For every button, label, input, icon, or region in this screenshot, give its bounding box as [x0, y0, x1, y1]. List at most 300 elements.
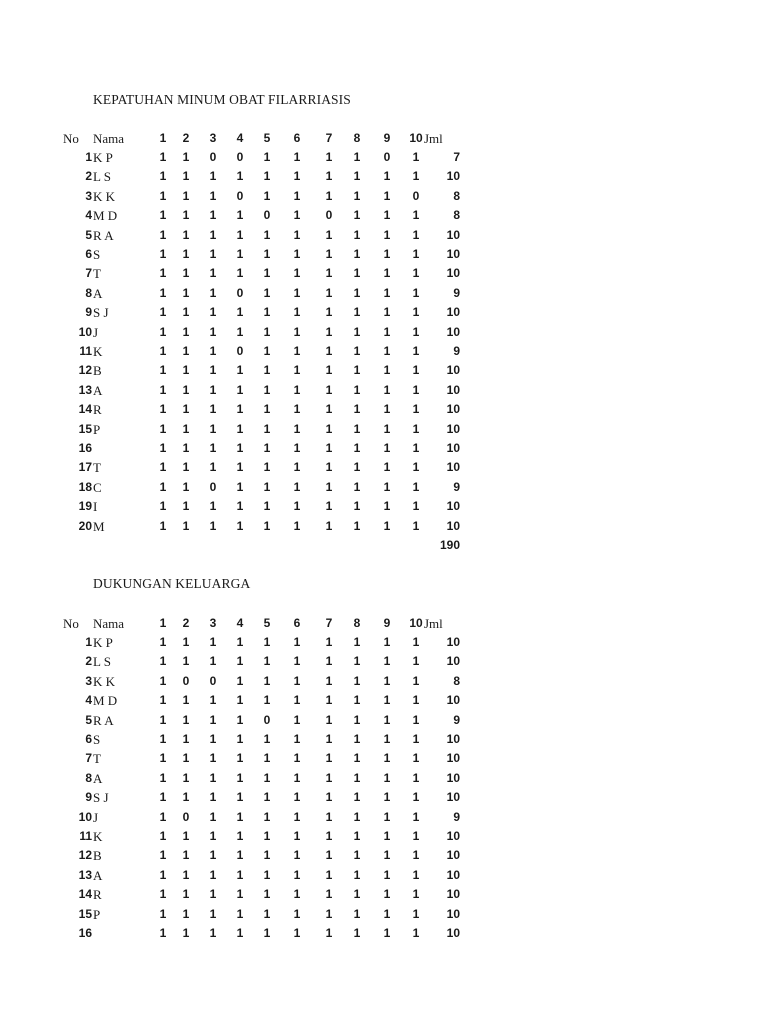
row-jml: 8	[453, 188, 460, 203]
row-value: 1	[236, 402, 244, 417]
row-value: 1	[412, 906, 420, 921]
row-value: 1	[412, 441, 420, 455]
row-value: 1	[383, 887, 391, 902]
row-value: 1	[293, 732, 301, 746]
row-value: 1	[182, 790, 190, 805]
row-jml: 10	[446, 247, 460, 261]
row-value: 1	[263, 150, 271, 164]
row-value: 1	[293, 382, 301, 397]
row-value: 1	[263, 344, 271, 358]
table-row	[0, 633, 768, 652]
row-value: 1	[182, 150, 190, 164]
row-value: 1	[325, 344, 333, 358]
row-value: 1	[353, 829, 361, 843]
row-value: 1	[325, 867, 333, 882]
row-value: 1	[353, 150, 361, 164]
row-value: 1	[182, 247, 190, 261]
row-jml: 10	[446, 790, 460, 805]
row-value: 1	[159, 867, 167, 882]
row-value: 1	[236, 926, 244, 940]
table-row	[0, 226, 768, 245]
row-value: 1	[412, 790, 420, 805]
row-value: 1	[236, 363, 244, 378]
row-value: 1	[383, 809, 391, 824]
row-value: 1	[353, 926, 361, 940]
row-value: 1	[412, 266, 420, 281]
row-number: 8	[85, 770, 92, 785]
row-value: 1	[353, 887, 361, 902]
row-value: 1	[353, 324, 361, 339]
table-row	[0, 264, 768, 283]
row-value: 1	[412, 285, 420, 300]
row-value: 1	[209, 693, 217, 708]
row-jml: 10	[446, 906, 460, 921]
table-row	[0, 885, 768, 904]
row-value: 1	[159, 809, 167, 824]
row-value: 1	[236, 635, 244, 649]
row-jml: 10	[446, 867, 460, 882]
row-value: 1	[293, 402, 301, 417]
row-value: 1	[263, 499, 271, 514]
row-number: 19	[78, 499, 92, 514]
row-value: 1	[325, 227, 333, 242]
header-col: 4	[236, 616, 244, 630]
row-value: 1	[353, 499, 361, 514]
row-value: 1	[383, 285, 391, 300]
row-jml: 10	[446, 887, 460, 902]
table-row	[0, 187, 768, 206]
row-value: 1	[159, 518, 167, 533]
row-value: 1	[159, 227, 167, 242]
row-value: 1	[325, 887, 333, 902]
row-jml: 9	[453, 809, 460, 824]
row-value: 0	[263, 712, 271, 727]
row-number: 14	[78, 402, 92, 417]
row-value: 1	[159, 887, 167, 902]
row-value: 1	[236, 693, 244, 708]
row-jml: 10	[446, 926, 460, 940]
row-value: 1	[209, 441, 217, 455]
header-col: 8	[353, 131, 361, 145]
row-value: 1	[293, 227, 301, 242]
row-value: 1	[293, 285, 301, 300]
row-value: 1	[236, 770, 244, 785]
row-jml: 8	[453, 208, 460, 223]
table-row	[0, 866, 768, 885]
row-value: 1	[353, 208, 361, 223]
row-value: 1	[236, 809, 244, 824]
row-value: 1	[182, 751, 190, 766]
row-value: 1	[383, 906, 391, 921]
row-value: 1	[236, 712, 244, 727]
row-value: 1	[182, 829, 190, 843]
row-value: 1	[383, 344, 391, 358]
row-value: 1	[325, 693, 333, 708]
row-number: 7	[85, 266, 92, 281]
row-value: 1	[159, 344, 167, 358]
row-value: 1	[293, 518, 301, 533]
row-value: 1	[383, 712, 391, 727]
table-row	[0, 148, 768, 167]
header-col: 9	[383, 131, 391, 145]
table-row	[0, 808, 768, 827]
row-value: 1	[293, 887, 301, 902]
row-jml: 10	[446, 460, 460, 475]
row-value: 1	[325, 421, 333, 436]
row-value: 1	[209, 421, 217, 436]
row-value: 1	[159, 751, 167, 766]
row-value: 1	[383, 829, 391, 843]
row-value: 1	[353, 285, 361, 300]
row-value: 1	[383, 421, 391, 436]
row-value: 1	[412, 732, 420, 746]
row-value: 1	[182, 654, 190, 669]
row-number: 6	[85, 732, 92, 746]
row-value: 1	[353, 266, 361, 281]
row-jml: 10	[446, 518, 460, 533]
row-value: 1	[159, 305, 167, 320]
row-value: 1	[412, 305, 420, 320]
row-value: 1	[159, 266, 167, 281]
row-value: 1	[325, 363, 333, 378]
row-name: T	[93, 751, 101, 767]
row-name: R A	[93, 227, 114, 243]
table-row	[0, 167, 768, 186]
row-value: 1	[353, 169, 361, 184]
row-value: 1	[325, 150, 333, 164]
row-value: 1	[209, 305, 217, 320]
row-value: 1	[236, 479, 244, 494]
row-value: 1	[182, 188, 190, 203]
row-value: 1	[209, 518, 217, 533]
row-value: 1	[383, 188, 391, 203]
row-value: 1	[412, 169, 420, 184]
row-value: 1	[236, 305, 244, 320]
row-jml: 10	[446, 635, 460, 649]
row-value: 1	[236, 848, 244, 863]
row-jml: 10	[446, 848, 460, 863]
row-value: 1	[383, 460, 391, 475]
row-value: 1	[209, 654, 217, 669]
row-value: 1	[412, 518, 420, 533]
table-row	[0, 846, 768, 865]
row-value: 1	[325, 266, 333, 281]
header-col: 1	[159, 616, 167, 630]
row-number: 11	[79, 829, 92, 843]
row-jml: 10	[446, 421, 460, 436]
row-value: 1	[263, 421, 271, 436]
table-row	[0, 381, 768, 400]
row-value: 1	[209, 887, 217, 902]
row-number: 12	[78, 848, 92, 863]
row-value: 1	[263, 188, 271, 203]
row-value: 1	[412, 479, 420, 494]
row-value: 1	[412, 848, 420, 863]
row-number: 1	[85, 150, 92, 164]
row-value: 1	[383, 363, 391, 378]
row-value: 1	[209, 382, 217, 397]
row-value: 1	[383, 305, 391, 320]
table-row	[0, 749, 768, 768]
row-value: 1	[209, 809, 217, 824]
row-value: 1	[159, 926, 167, 940]
row-jml: 10	[446, 441, 460, 455]
row-value: 1	[293, 712, 301, 727]
row-value: 1	[209, 266, 217, 281]
table-row	[0, 361, 768, 380]
row-value: 1	[383, 635, 391, 649]
row-name: K	[93, 344, 103, 359]
row-value: 1	[159, 790, 167, 805]
section-title: DUKUNGAN KELUARGA	[93, 576, 251, 591]
row-value: 1	[209, 867, 217, 882]
row-value: 1	[263, 441, 271, 455]
row-jml: 7	[453, 150, 460, 164]
row-value: 1	[325, 247, 333, 261]
row-value: 1	[412, 654, 420, 669]
row-value: 1	[325, 654, 333, 669]
row-value: 1	[182, 926, 190, 940]
header-col: 4	[236, 131, 244, 145]
row-value: 1	[182, 518, 190, 533]
row-name: P	[93, 906, 101, 922]
row-value: 1	[159, 324, 167, 339]
row-name: K	[93, 829, 103, 844]
row-number: 20	[78, 518, 92, 533]
row-value: 1	[209, 732, 217, 746]
total-row	[0, 536, 768, 555]
header-jml: Jml	[424, 131, 443, 146]
row-value: 1	[325, 848, 333, 863]
row-number: 2	[85, 654, 92, 669]
row-value: 1	[325, 809, 333, 824]
row-value: 1	[412, 499, 420, 514]
row-value: 1	[209, 635, 217, 649]
header-col: 8	[353, 616, 361, 630]
row-value: 1	[263, 266, 271, 281]
row-value: 1	[263, 382, 271, 397]
row-value: 1	[209, 285, 217, 300]
table-row	[0, 206, 768, 225]
row-number: 17	[78, 460, 92, 475]
row-value: 1	[325, 751, 333, 766]
row-value: 1	[182, 867, 190, 882]
row-jml: 10	[446, 829, 460, 843]
row-value: 1	[293, 344, 301, 358]
header-jml: Jml	[424, 616, 443, 631]
row-value: 1	[182, 266, 190, 281]
row-value: 1	[383, 208, 391, 223]
row-number: 15	[78, 421, 92, 436]
header-nama: Nama	[93, 616, 125, 631]
row-value: 1	[353, 460, 361, 475]
row-value: 1	[209, 499, 217, 514]
row-number: 8	[85, 285, 92, 300]
row-name: T	[93, 266, 101, 282]
row-number: 4	[85, 208, 92, 223]
row-name: M D	[93, 208, 118, 224]
row-value: 1	[182, 421, 190, 436]
row-value: 1	[325, 305, 333, 320]
row-value: 1	[325, 479, 333, 494]
row-value: 1	[182, 344, 190, 358]
row-value: 1	[182, 499, 190, 514]
table-row	[0, 284, 768, 303]
row-name: S J	[93, 790, 109, 806]
row-number: 10	[78, 809, 92, 824]
row-value: 1	[293, 654, 301, 669]
row-value: 1	[293, 790, 301, 805]
row-value: 1	[353, 188, 361, 203]
table-row	[0, 672, 768, 691]
table-row	[0, 691, 768, 710]
table-row	[0, 478, 768, 497]
row-name: B	[93, 363, 102, 379]
row-value: 1	[209, 829, 217, 843]
row-name: J	[93, 809, 99, 825]
row-number: 11	[79, 344, 92, 358]
row-value: 1	[293, 150, 301, 164]
row-value: 1	[209, 188, 217, 203]
row-value: 1	[263, 227, 271, 242]
row-value: 1	[263, 673, 271, 688]
row-value: 1	[263, 751, 271, 766]
row-value: 1	[353, 809, 361, 824]
row-value: 1	[383, 324, 391, 339]
row-value: 1	[236, 421, 244, 436]
header-col: 9	[383, 616, 391, 630]
row-value: 0	[236, 344, 244, 358]
row-value: 1	[293, 441, 301, 455]
row-value: 1	[236, 227, 244, 242]
row-number: 1	[85, 635, 92, 649]
row-jml: 9	[453, 285, 460, 300]
row-value: 1	[182, 770, 190, 785]
row-value: 1	[293, 266, 301, 281]
row-value: 1	[412, 382, 420, 397]
row-value: 1	[236, 673, 244, 688]
row-value: 1	[182, 285, 190, 300]
row-value: 0	[182, 809, 190, 824]
row-value: 1	[412, 402, 420, 417]
row-jml: 10	[446, 732, 460, 746]
row-value: 1	[412, 712, 420, 727]
row-value: 1	[383, 654, 391, 669]
row-number: 3	[85, 673, 92, 688]
header-col: 6	[293, 616, 301, 630]
table-row	[0, 323, 768, 342]
row-value: 0	[236, 285, 244, 300]
row-value: 1	[293, 829, 301, 843]
row-name: L S	[93, 654, 111, 670]
row-value: 1	[353, 654, 361, 669]
row-value: 1	[159, 208, 167, 223]
row-value: 1	[159, 421, 167, 436]
table-row	[0, 400, 768, 419]
row-value: 1	[412, 324, 420, 339]
header-col: 6	[293, 131, 301, 145]
row-value: 1	[293, 809, 301, 824]
row-value: 1	[353, 673, 361, 688]
row-name: K K	[93, 188, 116, 204]
row-value: 1	[182, 402, 190, 417]
row-value: 1	[325, 906, 333, 921]
row-value: 1	[325, 770, 333, 785]
row-jml: 10	[446, 266, 460, 281]
row-value: 1	[325, 732, 333, 746]
row-value: 1	[325, 829, 333, 843]
row-value: 1	[293, 188, 301, 203]
row-value: 1	[325, 673, 333, 688]
row-value: 0	[209, 150, 217, 164]
row-name: S	[93, 247, 101, 262]
row-value: 1	[263, 305, 271, 320]
row-value: 1	[209, 926, 217, 940]
row-value: 1	[236, 169, 244, 184]
row-name: R	[93, 402, 102, 418]
row-value: 1	[353, 344, 361, 358]
row-jml: 10	[446, 693, 460, 708]
row-jml: 10	[446, 499, 460, 514]
row-value: 1	[353, 227, 361, 242]
row-value: 1	[412, 770, 420, 785]
header-col: 2	[182, 131, 190, 145]
row-number: 16	[78, 926, 92, 940]
row-value: 1	[236, 208, 244, 223]
table-row	[0, 905, 768, 924]
row-name: C	[93, 479, 102, 495]
row-value: 1	[293, 848, 301, 863]
row-value: 1	[412, 635, 420, 649]
row-name: T	[93, 460, 101, 476]
row-value: 1	[353, 382, 361, 397]
row-value: 1	[236, 829, 244, 843]
row-value: 1	[383, 266, 391, 281]
row-value: 1	[293, 926, 301, 940]
row-number: 10	[78, 324, 92, 339]
row-jml: 10	[446, 324, 460, 339]
row-value: 1	[236, 732, 244, 746]
row-value: 1	[209, 247, 217, 261]
total-value: 190	[439, 538, 460, 552]
row-value: 1	[325, 926, 333, 940]
row-value: 1	[353, 402, 361, 417]
row-value: 1	[353, 305, 361, 320]
row-number: 7	[85, 751, 92, 766]
header-col: 3	[209, 616, 217, 630]
row-name: A	[93, 285, 103, 301]
row-value: 1	[383, 169, 391, 184]
row-value: 1	[383, 479, 391, 494]
row-value: 1	[236, 790, 244, 805]
row-value: 1	[263, 732, 271, 746]
row-jml: 10	[446, 402, 460, 417]
row-number: 4	[85, 693, 92, 708]
row-value: 1	[325, 441, 333, 455]
row-jml: 10	[446, 305, 460, 320]
row-value: 1	[353, 247, 361, 261]
row-value: 1	[263, 654, 271, 669]
header-col: 1	[159, 131, 167, 145]
row-name: M D	[93, 693, 118, 709]
row-value: 1	[383, 518, 391, 533]
table-row	[0, 711, 768, 730]
row-name: R A	[93, 712, 114, 728]
row-value: 1	[182, 635, 190, 649]
row-value: 1	[263, 402, 271, 417]
row-number: 13	[78, 867, 92, 882]
table-row	[0, 342, 768, 361]
